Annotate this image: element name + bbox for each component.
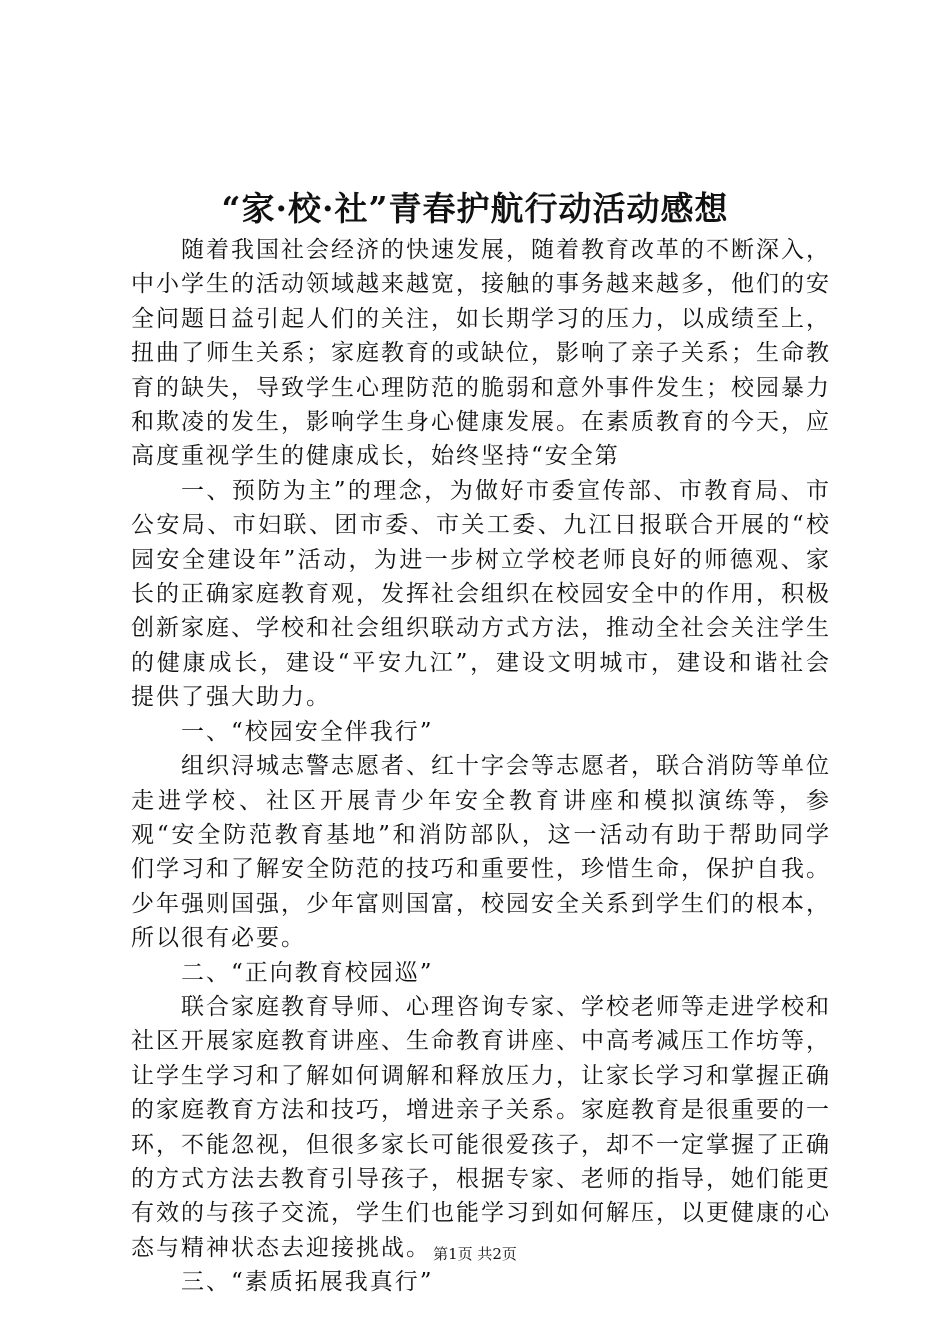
document-title: “家·校·社”青春护航行动活动感想 <box>221 189 729 228</box>
document-body <box>131 233 831 1300</box>
section-heading-2: 二、“正向教育校园巡” <box>181 959 434 986</box>
section-heading-1: 一、“校园安全伴我行” <box>181 718 434 745</box>
section-heading-3: 三、“素质拓展我真行” <box>181 1269 434 1296</box>
paragraph-intro: 随着我国社会经济的快速发展，随着教育改革的不断深入，中小学生的活动领域越来越宽，接触的事务越来越多，他们的安全问题日益引起人们的关注，如长期学习的压力，以成绩至上，扭曲了师生关系；家庭教育的或缺位，影响了亲子关系；生命教育的缺失，导致学生心理防范的脆弱和意外事件发生；校园暴力和欺凌的发生，影响学生身心健康发展。在素质教育的今天，应高度重视学生的健康成长，始终坚持“安全第 <box>131 237 831 470</box>
paragraph-section-2: 联合家庭教育导师、心理咨询专家、学校老师等走进学校和社区开展家庭教育讲座、生命教育讲座、中高考减压工作坊等，让学生学习和了解如何调解和释放压力，让家长学习和掌握正确的家庭教育方法和技巧，增进亲子关系。家庭教育是很重要的一环，不能忽视，但很多家长可能很爱孩子，却不一定掌握了正确的方式方法去教育引导孩子，根据专家、老师的指导，她们能更有效的与孩子交流，学生们也能学习到如何解压，以更健康的心态与精神状态去迎接挑战。 <box>131 993 831 1261</box>
paragraph-prevention: 一、预防为主”的理念，为做好市委宣传部、市教育局、市公安局、市妇联、团市委、市关工委、九江日报联合开展的“校园安全建设年”活动，为进一步树立学校老师良好的师德观、家长的正确家庭教育观，发挥社会组织在校园安全中的作用，积极创新家庭、学校和社会组织联动方式方法，推动全社会关注学生的健康成长，建设“平安九江”，建设文明城市，建设和谐社会提供了强大助力。 <box>131 477 831 711</box>
paragraph-section-1: 组织浔城志警志愿者、红十字会等志愿者，联合消防等单位走进学校、社区开展青少年安全教育讲座和模拟演练等，参观“安全防范教育基地”和消防部队，这一活动有助于帮助同学们学习和了解安全防范的技巧和重要性，珍惜生命，保护自我。少年强则国强，少年富则国富，校园安全关系到学生们的根本，所以很有必要。 <box>131 753 831 952</box>
page-footer: 第1页 共2页 <box>433 1245 517 1263</box>
